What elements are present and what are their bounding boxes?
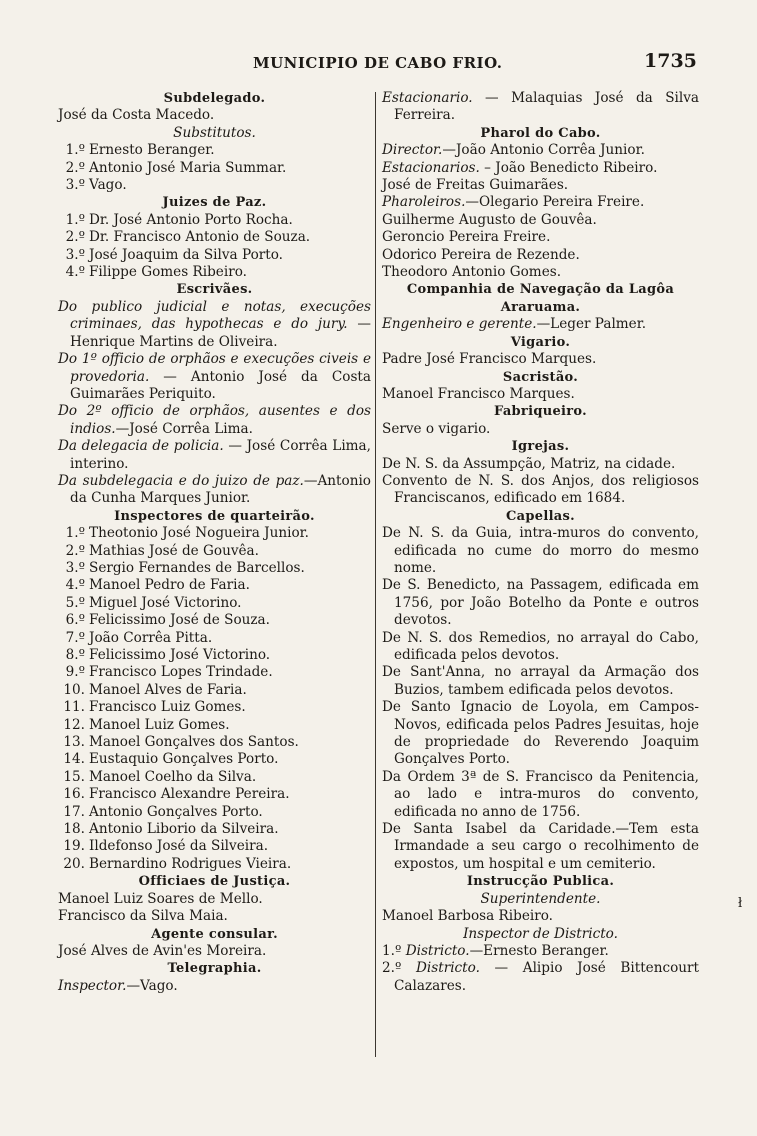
item-number: 4.º (65, 577, 85, 594)
item-text: Sergio Fernandes de Barcellos. (89, 559, 305, 576)
item-text: Felicissimo José de Souza. (89, 612, 270, 629)
item-number: 1.º (65, 211, 85, 228)
item-text: Mathias José de Gouvêa. (89, 542, 259, 559)
right-column (382, 90, 699, 995)
item-text: Manoel Coelho da Silva. (89, 768, 257, 785)
section-heading-fabriqueiro: Fabriqueiro. (494, 404, 587, 420)
item-text: Miguel José Victorino. (89, 594, 242, 611)
entry-name: — Malaquias José da Silva Ferreira. (394, 90, 699, 124)
item-text: Antonio José Maria Summar. (89, 159, 287, 176)
item-number: 14. (63, 751, 85, 768)
item-text: Ildefonso José da Silveira. (89, 838, 269, 855)
entry-name: —Olegario Pereira Freire. (465, 194, 645, 211)
list-item (58, 229, 371, 246)
pharol-name: Geroncio Pereira Freire. (382, 229, 551, 246)
item-number: 20. (63, 855, 85, 872)
entry-name: — Antonio José da Costa Guimarães Periquito. (70, 368, 371, 402)
item-text: Manoel Pedro de Faria. (89, 577, 250, 594)
entry-role: Estacionarios. (382, 159, 480, 176)
escrivaes-list (58, 299, 371, 508)
item-number: 17. (63, 803, 85, 820)
list-item (58, 682, 371, 699)
section-heading-officiaes: Officiaes de Justiça. (138, 874, 291, 890)
list-item (58, 647, 371, 664)
entry-role: Districto. (405, 942, 470, 959)
director-entry (382, 142, 699, 159)
list-item (58, 838, 371, 855)
item-number: 10. (63, 681, 85, 698)
entry-role: Director. (382, 142, 443, 159)
list-item (58, 786, 371, 803)
entry-name: —Vago. (126, 977, 178, 994)
substitutos-list (58, 142, 371, 194)
item-number: 9.º (65, 664, 85, 681)
section-heading-companhia-line-2: Araruama. (500, 299, 581, 315)
list-item (58, 821, 371, 838)
item-number: 3.º (65, 177, 85, 194)
item-text: Francisco Luiz Gomes. (89, 699, 246, 716)
item-number: 18. (63, 821, 85, 838)
section-heading-superintendente: Superintendente. (480, 890, 601, 907)
item-text: Felicissimo José Victorino. (89, 647, 271, 663)
list-item (58, 142, 371, 159)
item-number: 3.º (65, 246, 85, 263)
engenheiro-entry (382, 316, 699, 333)
item-number: 2.º (65, 159, 85, 176)
item-number: 7.º (65, 629, 85, 646)
item-text: Vago. (89, 177, 127, 194)
entry-name: — Henrique Martins de Oliveira. (70, 316, 371, 350)
item-text: Eustaquio Gonçalves Porto. (89, 751, 279, 768)
item-text: Manoel Luiz Gomes. (89, 716, 230, 733)
entry-name: — Alipio José Bittencourt Calazares. (394, 960, 699, 994)
entry-name: — José Corrêa Lima, interino. (70, 438, 371, 472)
item-text: Dr. José Antonio Porto Rocha. (89, 211, 293, 228)
entry-role: Engenheiro e gerente. (382, 316, 537, 333)
list-item (58, 751, 371, 768)
list-item (58, 543, 371, 560)
list-item (58, 804, 371, 821)
list-item (58, 473, 371, 508)
entry-name: —José Corrêa Lima. (115, 420, 253, 437)
page-number: 1735 (644, 50, 697, 72)
list-item (58, 177, 371, 194)
entry-role: Do 2º officio de orphãos, ausentes e dos indios. (58, 403, 371, 437)
section-heading-substitutos: Substitutos. (173, 124, 256, 141)
section-heading-instrucao: Instrucção Publica. (466, 874, 615, 890)
list-item: Convento de N. S. dos Anjos, dos religiosos Franciscanos, edificado em 1684. (382, 472, 699, 507)
item-number: 11. (63, 699, 85, 716)
item-number: 4.º (65, 264, 85, 281)
list-item: De Santa Isabel da Caridade.—Tem esta Irmandade a seu cargo o recolhimento de expostos, um hospital e um cemiterio. (382, 821, 699, 872)
list-item: Da Ordem 3ª de S. Francisco da Penitencia, ao lado e intra-muros do convento, edificada no anno de 1756. (382, 768, 699, 820)
page-header (0, 50, 757, 80)
entry-role: Do 1º officio de orphãos e execuções civeis e provedoria. (58, 351, 371, 385)
section-heading-agente: Agente consular. (151, 926, 278, 942)
item-text: Antonio Liborio da Silveira. (89, 821, 279, 838)
item-number: 2.º (65, 542, 85, 559)
list-item: De N. S. da Guia, intra-muros do convento, edificada no cume do morro do mesmo nome. (382, 525, 699, 576)
entry-name: —Ernesto Beranger. (469, 942, 609, 959)
pharol-name: Theodoro Antonio Gomes. (382, 264, 562, 281)
superintendente-name: Manoel Barbosa Ribeiro. (382, 908, 553, 925)
item-number: 1.º (65, 525, 85, 542)
list-item: De N. S. da Assumpção, Matriz, na cidade. (382, 455, 676, 472)
item-number: 19. (63, 838, 85, 855)
item-text: Filippe Gomes Ribeiro. (89, 264, 247, 281)
entry-role: Inspector. (58, 977, 127, 994)
left-column (58, 90, 371, 995)
entry-name: —Leger Palmer. (536, 316, 647, 333)
telegraphia-entry (58, 978, 371, 995)
list-item (58, 630, 371, 647)
juizes-list (58, 212, 371, 282)
list-item (58, 160, 371, 177)
entry-role: Da delegacia de policia. (58, 438, 224, 455)
entry-name: – João Benedicto Ribeiro. (479, 159, 658, 176)
list-item (58, 612, 371, 629)
item-text: Francisco Lopes Trindade. (89, 664, 273, 681)
list-item: De Sant'Anna, no arrayal da Armação dos Buzios, tambem edificada pelos devotos. (382, 664, 699, 698)
entry-name: —Antonio da Cunha Marques Junior. (70, 472, 371, 507)
list-item (58, 212, 371, 229)
item-number: 16. (63, 786, 85, 803)
section-heading-sacristao: Sacristão. (502, 369, 579, 385)
item-text: Manoel Gonçalves dos Santos. (89, 734, 299, 751)
entry-role: Pharoleiros. (382, 194, 466, 211)
fabriqueiro-text: Serve o vigario. (382, 420, 491, 437)
section-heading-vigario: Vigario. (510, 334, 571, 350)
item-number: 15. (63, 768, 85, 785)
estacionario-entry (382, 90, 699, 125)
item-number: 2.º (65, 229, 85, 246)
item-text: Theotonio José Nogueira Junior. (89, 525, 309, 542)
list-item: De N. S. dos Remedios, no arrayal do Cabo, edificada pelos devotos. (382, 629, 699, 663)
list-item (58, 299, 371, 351)
item-text: Dr. Francisco Antonio de Souza. (89, 229, 311, 246)
sacristao-name: Manoel Francisco Marques. (382, 385, 575, 402)
list-item (58, 247, 371, 264)
section-heading-igrejas: Igrejas. (511, 439, 570, 455)
list-item (58, 717, 371, 734)
list-item (58, 734, 371, 751)
list-item (382, 960, 699, 995)
list-item (58, 351, 371, 403)
section-heading-capellas: Capellas. (506, 508, 575, 524)
item-text: João Corrêa Pitta. (89, 629, 213, 646)
item-number: 6.º (65, 612, 85, 629)
list-item (58, 264, 371, 281)
list-item (58, 769, 371, 786)
list-item (58, 856, 371, 873)
item-number: 1.º (65, 142, 85, 159)
pharoleiros-entry (382, 194, 699, 211)
list-item (58, 664, 371, 681)
entry-role: Do publico judicial e notas, execuções criminaes, das hypothecas e do jury. (58, 298, 371, 333)
item-number: 2.º (382, 960, 402, 977)
item-text: Antonio Gonçalves Porto. (89, 803, 263, 820)
inspectores-list (58, 525, 371, 873)
item-number: 12. (63, 716, 85, 733)
list-item: De Santo Ignacio de Loyola, em Campos-Novos, edificada pelos Padres Jesuitas, hoje de propriedade do Reverendo Joaquim Gonçalves Porto. (382, 699, 699, 768)
officiaes-name: Manoel Luiz Soares de Mello. (58, 890, 263, 907)
list-item (58, 577, 371, 594)
pharol-name: José de Freitas Guimarães. (382, 177, 569, 194)
entry-role: Da subdelegacia e do juizo de paz. (58, 472, 304, 489)
section-heading-companhia: Companhia de Navegação da Lagôa (406, 282, 675, 298)
section-heading-juizes: Juizes de Paz. (162, 195, 267, 211)
item-number: 3.º (65, 559, 85, 576)
running-title: MUNICIPIO DE CABO FRIO. (253, 54, 503, 72)
section-heading-pharol: Pharol do Cabo. (480, 125, 601, 141)
section-heading-escrivaes: Escrivães. (176, 282, 253, 298)
vigario-name: Padre José Francisco Marques. (382, 351, 597, 368)
list-item (58, 525, 371, 542)
item-text: Manoel Alves de Faria. (89, 681, 247, 698)
list-item (58, 699, 371, 716)
agente-name: José Alves de Avin'es Moreira. (58, 942, 267, 959)
section-heading-subdelegado: Subdelegado. (163, 91, 266, 106)
entry-role: Estacionario. (382, 90, 473, 106)
item-text: Ernesto Beranger. (89, 142, 215, 159)
column-divider (375, 92, 376, 1057)
pharol-name: Guilherme Augusto de Gouvêa. (382, 211, 597, 228)
list-item (58, 560, 371, 577)
item-number: 1.º (382, 942, 402, 959)
section-heading-inspector-districto: Inspector de Districto. (463, 925, 618, 942)
list-item: De S. Benedicto, na Passagem, edificada em 1756, por João Botelho da Ponte e outros devotos. (382, 577, 699, 629)
pharol-name: Odorico Pereira de Rezende. (382, 246, 580, 263)
entry-name: —João Antonio Corrêa Junior. (442, 142, 645, 159)
list-item (58, 595, 371, 612)
item-text: José Joaquim da Silva Porto. (89, 246, 283, 263)
officiaes-name: Francisco da Silva Maia. (58, 908, 228, 925)
subdelegado-name: José da Costa Macedo. (58, 107, 215, 124)
item-text: Bernardino Rodrigues Vieira. (89, 855, 292, 872)
item-text: Francisco Alexandre Pereira. (89, 786, 290, 803)
list-item (58, 403, 371, 438)
list-item (58, 438, 371, 473)
list-item (382, 943, 699, 960)
item-number: 5.º (65, 594, 85, 611)
estacionarios-entry (382, 160, 699, 177)
entry-role: Districto. (416, 960, 480, 977)
margin-mark: ł (738, 896, 743, 911)
item-number: 8.º (65, 647, 85, 663)
section-heading-inspectores: Inspectores de quarteirão. (114, 508, 315, 524)
section-heading-telegraphia: Telegraphia. (167, 961, 262, 977)
item-number: 13. (63, 734, 85, 751)
